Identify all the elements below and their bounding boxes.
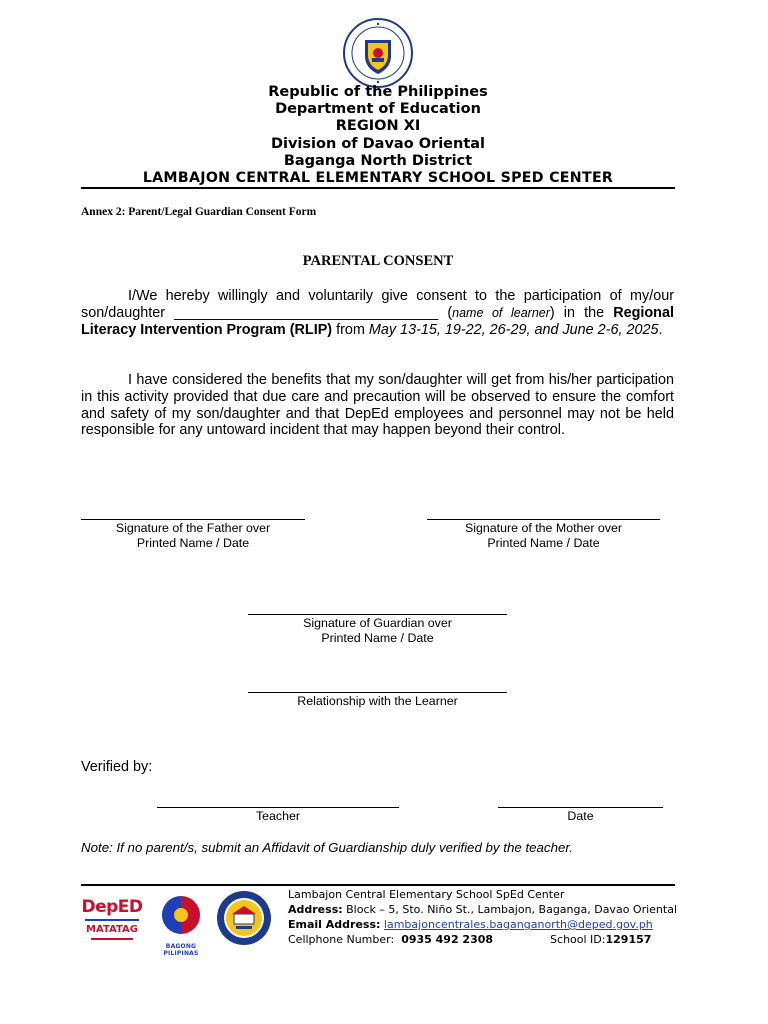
footer-email-label: Email Address: bbox=[288, 918, 381, 931]
deped-logo-text: DepED bbox=[81, 897, 143, 917]
document-title: PARENTAL CONSENT bbox=[302, 253, 454, 269]
considerations-paragraph bbox=[81, 372, 674, 439]
consent-text-part3: from bbox=[332, 321, 369, 338]
header-republic: Republic of the Philippines bbox=[268, 84, 488, 100]
header-rule bbox=[81, 187, 675, 189]
name-of-learner-hint: name of learner bbox=[452, 305, 550, 320]
program-name: Regional Literacy Intervention Program (RLIP) bbox=[81, 304, 674, 338]
relationship-block bbox=[248, 692, 507, 709]
guardian-signature-line bbox=[248, 614, 507, 615]
date-label: Date bbox=[567, 809, 594, 823]
consent-paragraph bbox=[81, 288, 674, 338]
footer-school-name: Lambajon Central Elementary School SpEd Center bbox=[288, 888, 565, 901]
father-signature-label: Signature of the Father over bbox=[115, 521, 271, 535]
bagong-pilipinas-sun-icon bbox=[150, 892, 212, 938]
footer-school-id-label: School ID: bbox=[550, 933, 606, 946]
considerations-text: I have considered the benefits that my son/daughter will get from his/her participation in this activity provided that due care and precaution will be observed to ensure the comfort and safety of my son/daughter and that DepEd employees and personnel may not be held responsible for any untoward incident that may happen beyond their control. bbox=[81, 372, 674, 439]
header-division: Division of Davao Oriental bbox=[270, 135, 486, 152]
mother-signature-line bbox=[427, 519, 660, 520]
teacher-signature-line bbox=[157, 807, 399, 808]
footer-address-row bbox=[288, 902, 677, 917]
mother-signature-block bbox=[427, 519, 660, 550]
father-signature-line bbox=[81, 519, 305, 520]
date-signature-block bbox=[498, 807, 663, 824]
teacher-signature-block bbox=[157, 807, 399, 824]
deped-matatag-logo bbox=[81, 897, 143, 947]
footer-phone: 0935 492 2308 bbox=[401, 933, 494, 946]
footer-contact-info bbox=[288, 887, 677, 947]
school-seal-logo bbox=[216, 890, 272, 946]
mother-printed-name-label: Printed Name / Date bbox=[487, 535, 600, 550]
bagong-pilipinas-logo bbox=[150, 892, 212, 957]
header-department: Department of Education bbox=[275, 101, 481, 118]
footer-rule bbox=[81, 884, 675, 886]
mother-signature-label: Signature of the Mother over bbox=[464, 521, 623, 535]
bagong-pilipinas-text: BAGONG PILIPINAS bbox=[163, 943, 199, 957]
footer-phone-label: Cellphone Number: bbox=[288, 933, 395, 946]
guardian-signature-label: Signature of Guardian over bbox=[303, 616, 452, 630]
guardianship-note: Note: If no parent/s, submit an Affidavit of Guardianship duly verified by the teacher. bbox=[81, 840, 574, 855]
footer-school-id: 129157 bbox=[605, 933, 652, 946]
footer-phone-row bbox=[288, 932, 677, 947]
footer-email-row bbox=[288, 917, 677, 932]
guardian-signature-block bbox=[248, 614, 507, 645]
deped-seal-logo bbox=[343, 18, 413, 88]
relationship-label: Relationship with the Learner bbox=[297, 694, 458, 708]
header-school: LAMBAJON CENTRAL ELEMENTARY SCHOOL SPED CENTER bbox=[142, 170, 614, 187]
footer-address-label: Address: bbox=[288, 903, 343, 916]
date-signature-line bbox=[498, 807, 663, 808]
footer-email-link[interactable]: lambajoncentrales.baganganorth@deped.gov.ph bbox=[383, 918, 653, 931]
program-dates: May 13-15, 19-22, 26-29, and June 2-6, 2025 bbox=[368, 321, 659, 338]
relationship-line bbox=[248, 692, 507, 693]
letterhead bbox=[80, 84, 676, 187]
matatag-logo-text: MATATAG bbox=[86, 924, 138, 935]
consent-text-part1: I/We hereby willingly and voluntarily give consent to the participation of my/our son/daughter _________________________________ ( bbox=[81, 288, 674, 321]
verified-by-label: Verified by: bbox=[81, 759, 153, 775]
father-printed-name-label: Printed Name / Date bbox=[136, 535, 250, 550]
header-district: Baganga North District bbox=[283, 152, 473, 169]
footer-address: Block – 5, Sto. Niño St., Lambajon, Baganga, Davao Oriental bbox=[346, 903, 677, 916]
father-signature-block bbox=[81, 519, 305, 550]
annex-label: Annex 2: Parent/Legal Guardian Consent Form bbox=[81, 206, 317, 218]
header-region: REGION XI bbox=[335, 118, 421, 135]
consent-text-part2: ) in the bbox=[549, 304, 614, 321]
consent-text-end: . bbox=[658, 321, 663, 338]
teacher-label: Teacher bbox=[255, 809, 301, 823]
guardian-printed-name-label: Printed Name / Date bbox=[321, 630, 434, 645]
